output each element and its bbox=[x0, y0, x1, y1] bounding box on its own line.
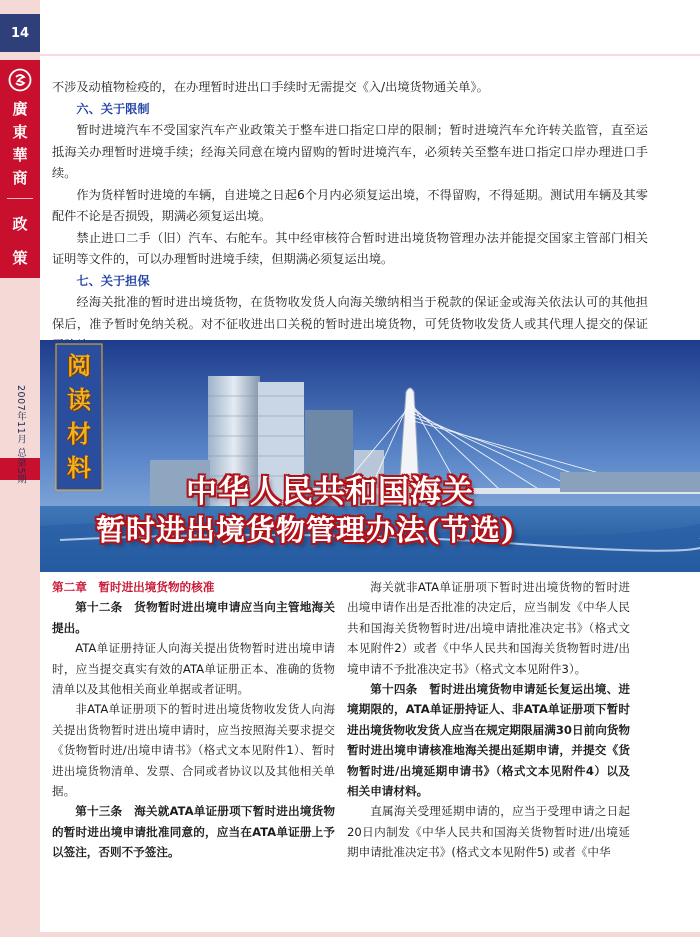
bottom-rule bbox=[40, 932, 700, 937]
left-column bbox=[52, 577, 335, 863]
issue-text: 2007年11月 总第5期 bbox=[15, 385, 26, 485]
section-char: 策 bbox=[12, 249, 28, 267]
divider bbox=[7, 198, 33, 199]
brand-name bbox=[0, 98, 40, 190]
top-header-strip bbox=[40, 0, 700, 60]
brand-char: 東 bbox=[12, 123, 28, 141]
article-12-heading: 第十二条 货物暂时进出境申请应当向主管地海关提出。 bbox=[52, 600, 335, 635]
paragraph: 禁止进口二手（旧）汽车、右舵车。其中经审核符合暂时进出境货物管理办法并能提交国家主管部门相关证明等文件的，可以办理暂时进境手续，但期满必须复运出境。 bbox=[52, 230, 648, 266]
brand-block bbox=[0, 60, 40, 278]
upper-article bbox=[52, 77, 648, 357]
banner-title-line-1: 中华人民共和国海关 bbox=[186, 474, 474, 510]
reading-material-label bbox=[58, 346, 100, 488]
right-column bbox=[347, 577, 630, 863]
brand-char: 商 bbox=[12, 169, 28, 187]
issue-date-label bbox=[4, 360, 36, 510]
brand-char: 華 bbox=[12, 146, 28, 164]
section-label bbox=[0, 207, 40, 275]
chapter-heading: 第二章 暂时进出境货物的核准 bbox=[52, 580, 215, 594]
section-heading-restrictions: 六、关于限制 bbox=[76, 101, 150, 116]
section-heading-guarantee: 七、关于担保 bbox=[76, 273, 150, 288]
article-13-heading: 第十三条 海关就ATA单证册项下暂时进出境货物的暂时进出境申请批准同意的，应当在ATA单证册上予以签注，否则不予签注。 bbox=[52, 804, 335, 860]
paragraph: 经海关批准的暂时进出境货物，在货物收发货人向海关缴纳相当于税款的保证金或海关依法认可的其他担保后，准予暂时免纳关税。对不征收进出口关税的暂时进出境货物，可凭货物收发货人或其代理人提交的保证 bbox=[52, 295, 648, 331]
reading-char: 材 bbox=[67, 419, 91, 448]
paragraph: 暂时进境汽车不受国家汽车产业政策关于整车进口指定口岸的限制；暂时进境汽车允许转关监管，直至运抵海关办理暂时进境手续；经海关同意在境内留购的暂时进境汽车，必须转关至整车进口指定口岸办理进口手续。 bbox=[52, 123, 648, 180]
reading-char: 料 bbox=[67, 453, 91, 482]
brand-logo-icon bbox=[8, 68, 32, 92]
reading-material-banner bbox=[0, 340, 700, 572]
reading-char: 阅 bbox=[67, 351, 91, 380]
paragraph: ATA单证册持证人向海关提出货物暂时进出境申请时，应当提交真实有效的ATA单证册正本、准确的货物清单以及其他相关商业单据或者证明。 bbox=[52, 641, 335, 697]
paragraph: 海关就非ATA单证册项下暂时进出境货物的暂时进出境申请作出是否批准的决定后，应当制发《中华人民共和国海关货物暂时进/出境申请批准决定书》（格式文本见附件2）或者《中华人民共和国海关货物暂时进/出境申请不予批准决定书》（格式文本见附件3）。 bbox=[347, 580, 630, 676]
section-char: 政 bbox=[12, 215, 28, 233]
brand-char: 廣 bbox=[12, 100, 28, 118]
article-14-heading: 第十四条 暂时进出境货物申请延长复运出境、进境期限的，ATA单证册持证人、非ATA单证册项下暂时进出境货物收发货人应当在规定期限届满30日前向货物暂时进出境申请核准地海关提出延期申请，并提交《货物暂时进/出境延期申请书》（格式文本见附件4）以及相关申请材料。 bbox=[347, 682, 630, 799]
page-number: 14 bbox=[0, 14, 40, 52]
paragraph: 不涉及动植物检疫的，在办理暂时进出口手续时无需提交《入/出境货物通关单》。 bbox=[52, 80, 489, 94]
banner-title-line-2: 暂时进出境货物管理办法(节选) bbox=[96, 513, 516, 547]
reading-char: 读 bbox=[67, 385, 91, 414]
paragraph: 作为货样暂时进境的车辆，自进境之日起6个月内必须复运出境，不得留购，不得延期。测试用车辆及其零配件不论是否损毁，期满必须复运出境。 bbox=[52, 187, 648, 223]
paragraph: 非ATA单证册项下的暂时进出境货物收发货人向海关提出货物暂时进出境申请时，应当按照海关要求提交《货物暂时进/出境申请书》（格式文本见附件1）、暂时进出境货物清单、发票、合同或者协议以及其他相关单据。 bbox=[52, 702, 335, 799]
paragraph: 直属海关受理延期申请的，应当于受理申请之日起20日内制发《中华人民共和国海关货物暂时进/出境延期申请批准决定书》(格式文本见附件5) 或者《中华 bbox=[347, 804, 630, 860]
